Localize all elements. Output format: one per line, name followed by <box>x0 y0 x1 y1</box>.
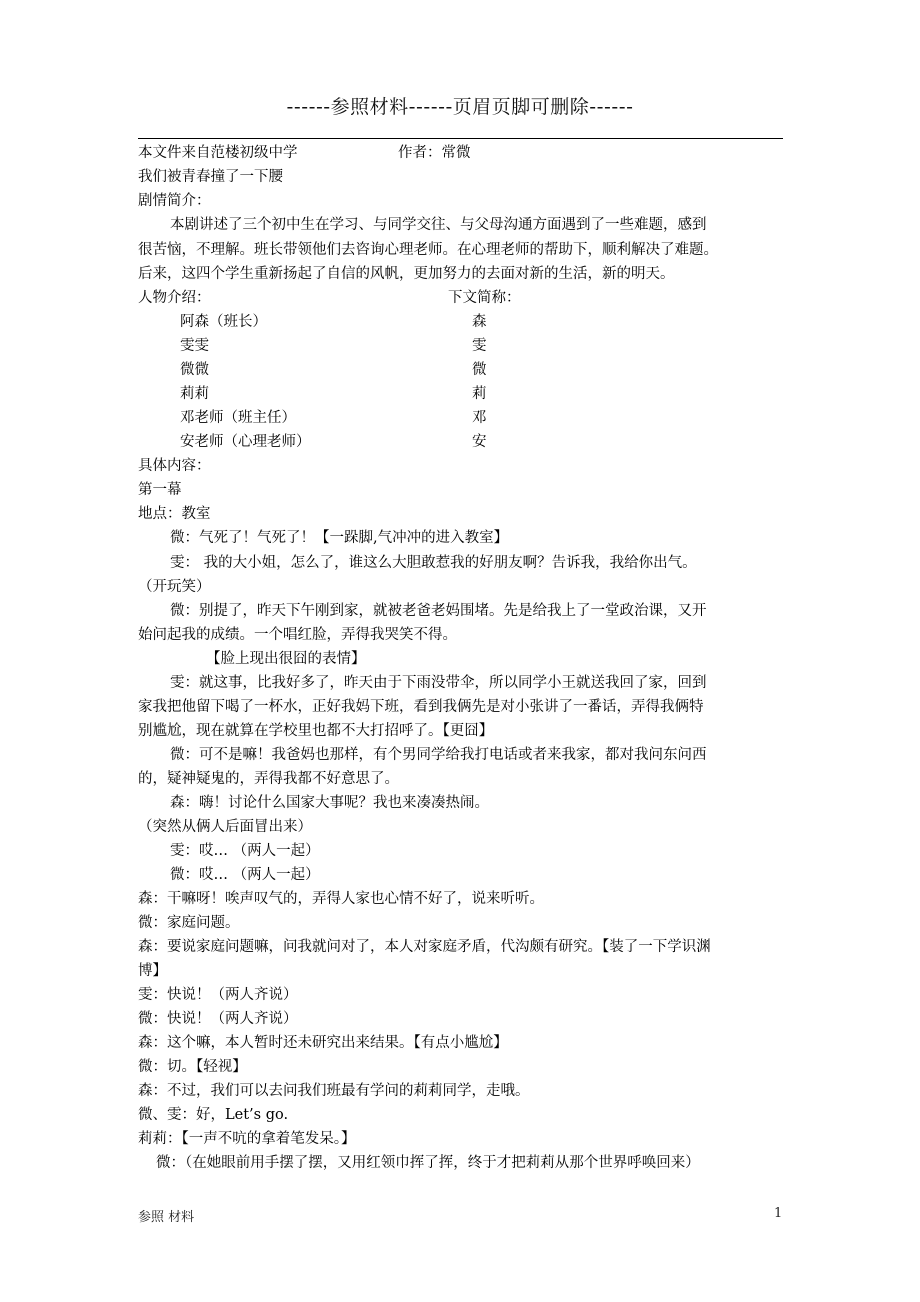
dialogue-line: 微：（在她眼前用手摆了摆，又用红领巾挥了挥，终于才把莉莉从那个世界呼唤回来） <box>156 1155 700 1171</box>
play-title: 我们被青春撞了一下腰 <box>138 169 283 185</box>
character-abbr: 森 <box>472 314 487 330</box>
dialogue-line: 微：哎… （两人一起） <box>170 867 320 883</box>
dialogue-line: 微：切。【轻视】 <box>138 1059 247 1075</box>
page-header-title: ------参照材料------页眉页脚可删除------ <box>286 96 634 118</box>
location-line: 地点：教室 <box>138 506 211 522</box>
dialogue-line: 雯：哎… （两人一起） <box>170 843 320 859</box>
act-heading: 第一幕 <box>138 482 182 498</box>
character-abbr: 安 <box>472 434 487 450</box>
dialogue-line: 【脸上现出很囧的表情】 <box>206 651 366 667</box>
dialogue-line: 的，疑神疑鬼的，弄得我都不好意思了。 <box>138 771 399 787</box>
synopsis-line: 后来，这四个学生重新扬起了自信的风帆，更加努力的去面对新的生活，新的明天。 <box>138 266 675 282</box>
dialogue-line: 森：嗨！讨论什么国家大事呢？我也来凑凑热闹。 <box>170 795 489 811</box>
dialogue-line: 森：这个嘛，本人暂时还未研究出来结果。【有点小尴尬】 <box>138 1035 508 1051</box>
character-name: 微微 <box>180 362 209 378</box>
dialogue-line: 始问起我的成绩。一个唱红脸，弄得我哭笑不得。 <box>138 627 457 643</box>
character-abbr: 雯 <box>472 338 487 354</box>
source-line: 本文件来自范楼初级中学 <box>138 145 298 161</box>
dialogue-line: 雯： 我的大小姐，怎么了，谁这么大胆敢惹我的好朋友啊？告诉我，我给你出气。 <box>170 555 697 571</box>
dialogue-line: 微、雯：好，Let’s go. <box>138 1107 289 1123</box>
abbr-label: 下文简称： <box>448 290 521 306</box>
synopsis-line: 很苦恼，不理解。班长带领他们去咨询心理老师。在心理老师的帮助下，顺利解决了难题。 <box>138 242 718 258</box>
dialogue-line: 微：别提了，昨天下午刚到家，就被老爸老妈围堵。先是给我上了一堂政治课，又开 <box>170 603 707 619</box>
dialogue-line: 微：气死了！气死了！【一跺脚,气冲冲的进入教室】 <box>170 530 509 546</box>
synopsis-label: 剧情简介： <box>138 193 211 209</box>
character-name: 阿森（班长） <box>180 314 267 330</box>
character-abbr: 莉 <box>472 386 487 402</box>
dialogue-line: 森：要说家庭问题嘛，问我就问对了，本人对家庭矛盾，代沟颇有研究。【装了一下学识渊 <box>138 939 711 955</box>
character-abbr: 微 <box>472 362 487 378</box>
dialogue-line: 森：干嘛呀！唉声叹气的，弄得人家也心情不好了，说来听听。 <box>138 891 544 907</box>
dialogue-line: 莉莉：【一声不吭的拿着笔发呆。】 <box>138 1131 356 1147</box>
character-name: 雯雯 <box>180 338 209 354</box>
dialogue-line: 雯：就这事，比我好多了，昨天由于下雨没带伞，所以同学小王就送我回了家，回到 <box>170 675 707 691</box>
header-divider <box>138 138 783 139</box>
dialogue-line: 微：可不是嘛！我爸妈也那样，有个男同学给我打电话或者来我家，都对我问东问西 <box>170 747 707 763</box>
character-name: 莉莉 <box>180 386 209 402</box>
dialogue-line: 雯：快说！（两人齐说） <box>138 987 298 1003</box>
page-number: 1 <box>774 1206 783 1221</box>
character-abbr: 邓 <box>472 410 487 426</box>
dialogue-line: 微：家庭问题。 <box>138 915 240 931</box>
dialogue-line: 博】 <box>138 963 167 979</box>
characters-label: 人物介绍： <box>138 290 211 306</box>
author-line: 作者：常微 <box>398 145 471 161</box>
character-name: 安老师（心理老师） <box>180 434 311 450</box>
dialogue-line: （开玩笑） <box>138 579 211 595</box>
dialogue-line: 微：快说！（两人齐说） <box>138 1011 298 1027</box>
content-label: 具体内容： <box>138 458 211 474</box>
character-name: 邓老师（班主任） <box>180 410 296 426</box>
footer-label: 参照 材料 <box>138 1210 195 1225</box>
synopsis-line: 本剧讲述了三个初中生在学习、与同学交往、与父母沟通方面遇到了一些难题，感到 <box>170 217 707 233</box>
dialogue-line: （突然从俩人后面冒出来） <box>138 819 312 835</box>
dialogue-line: 家我把他留下喝了一杯水，正好我妈下班，看到我俩先是对小张讲了一番话，弄得我俩特 <box>138 699 704 715</box>
dialogue-line: 别尴尬，现在就算在学校里也都不大打招呼了。【更囧】 <box>138 723 494 739</box>
dialogue-line: 森：不过，我们可以去问我们班最有学问的莉莉同学，走哦。 <box>138 1083 530 1099</box>
